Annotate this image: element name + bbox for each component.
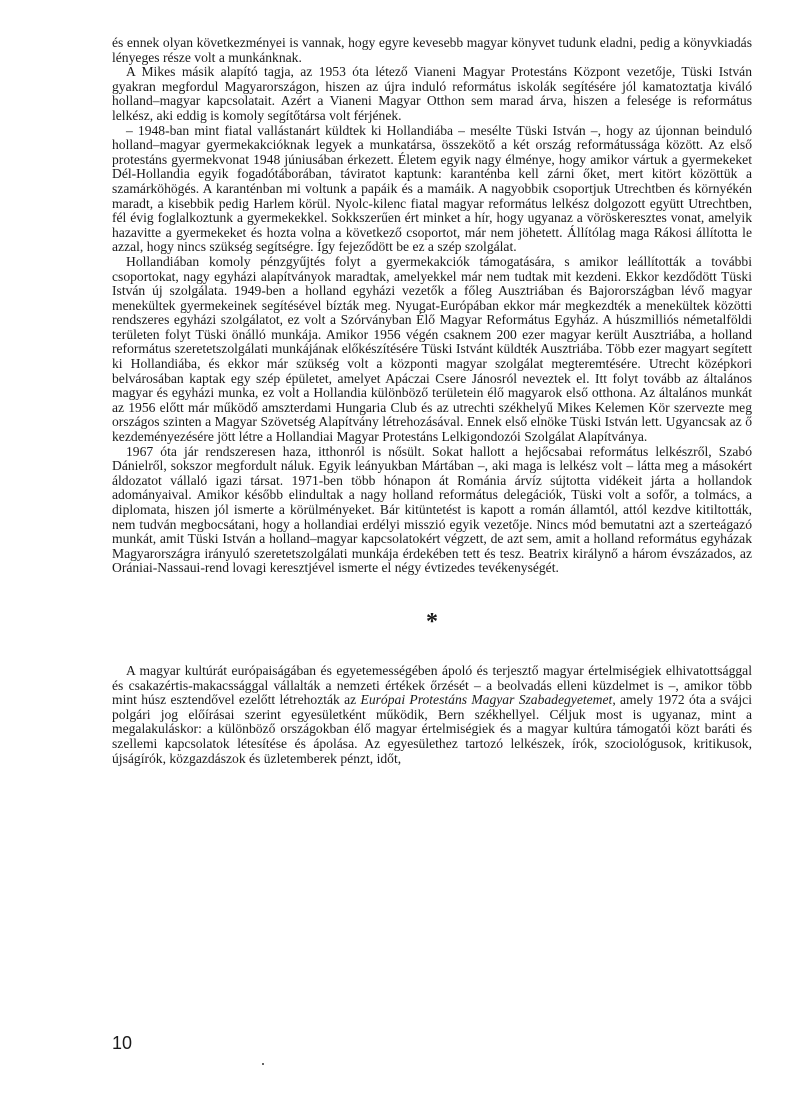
section-separator-asterisk: * xyxy=(426,608,438,635)
paragraph-mikes-founder: A Mikes másik alapító tagja, az 1953 óta létező Vianeni Magyar Protestáns Központ vezetője, Tüski István gyakran megfordul Magyarországon, hiszen az újra induló református iskolák segítésére jól kamatoztatja kiváló holland–magyar kapcsolatait. Azért a Vianeni Magyar Otthon sem marad árva, hiszen a felesége is református lelkész, aki eddig is komoly segítőtársa volt férjének. xyxy=(112,64,752,123)
free-university-name: Európai Protestáns Magyar Szabadegyetemet xyxy=(360,692,613,708)
paragraph-continuation: és ennek olyan következményei is vannak, hogy egyre kevesebb magyar könyvet tudunk eladni, pedig a könyvkiadás lényeges része volt a munkánknak. xyxy=(112,35,752,65)
paragraph-1967: 1967 óta jár rendszeresen haza, itthonról is nősült. Sokat hallott a hejőcsabai református lelkészről, Szabó Dánielről, sokszor megfordult náluk. Egyik leányukban Mártában –, aki maga is lelkész volt – látta meg a másokért áldozatot vállaló igazi társat. 1971-ben több hónapon át Románia árvíz sújtotta vidékeit járta a hollandok adományaival. Amikor később elindultak a nagy holland református delegációk, Tüski volt a sofőr, a tolmács, a diplomata, hiszen jól ismerte a körülményeket. Bár kitüntetést is kapott a román államtól, attól kezdve kitiltották, nem tudván megbocsátani, hogy a hollandiai erdélyi misszió egyik vezetője. Nincs mód bemutatni azt a szerteágazó munkát, amit Tüski István a holland–magyar kapcsolatokért végzett, de azt sem, amit a holland református egyházak Magyarországra irányuló szeretetszolgálati munkája érdekében tett és tesz. Beatrix királynő a három évszázados, az Orániai-Nassaui-rend lovagi keresztjével ismerte el négy évtizedes tevékenységét. xyxy=(112,443,752,576)
paragraph-fundraising: Hollandiában komoly pénzgyűjtés folyt a gyermekakciók támogatására, s amikor leállították a további csoportokat, nagy egyházi alapítványok maradtak, amelyekkel már nem tudtak mit kezdeni. Ekkor kezdődött Tüski István új szolgálata. 1949-ben a holland egyházi vezetők a főleg Ausztriában és Bajorországban lévő magyar menekültek gyermekeinek segítésével bízták meg. Nyugat-Európában ekkor már megkezdték a menekültek közötti rendszeres egyházi szolgálatot, ez volt a Szórványban Élő Magyar Református Egyház. A húszmilliós németalföldi területen folyt Tüski önálló munkája. Amikor 1956 végén csaknem 200 ezer magyar került Ausztriába, a holland református szeretetszolgálati munkájának előkészítésére Tüski Istvánt küldték Ausztriába. Több ezer magyart segített ki Hollandiába, és ekkor már szükség volt a központi magyar szolgálat megteremtésére. Utrecht középkori belvárosában kaptak egy szép épületet, amelyet Apáczai Csere Jánosról neveztek el. Itt folyt tovább az általános magyar és egyházi munka, ez volt a Hollandia különböző területein élő magyarok első otthona. Az általános munkát az 1956 előtt már működő amszterdami Hungaria Club és az utrechti székhelyű Mikes Kelemen Kör szervezte meg országos szinten a Magyar Szövetség Alapítvány létrehozásával. Ennek első elnöke Tüski István lett. Ugyancsak az ő kezdeményezésére jött létre a Hollandiai Magyar Protestáns Lelkigondozói Szolgálat Alapítványa. xyxy=(112,253,752,445)
page-number: 10 xyxy=(112,1033,133,1053)
page-text-column xyxy=(112,36,752,766)
paragraph-free-university-part1: A magyar kultúrát európaiságában és egyetemességében ápoló és terjesztő magyar értelmiségiek elhivatottsággal és csakazértis-makacssággal vállalták a nemzeti értékek őrzését – a beolvadás elleni küzdelmet is –, amikor több mint húsz esztendővel ezelőtt létrehozták az xyxy=(112,662,752,708)
paragraph-free-university xyxy=(112,664,752,766)
print-speck xyxy=(262,1063,264,1065)
paragraph-free-university-part2: , amely 1972 óta a svájci polgári jog előírásai szerint egyesületként működik, Bern székhellyel. Céljuk most is ugyanaz, mint a megalakuláskor: a különböző országokban élő magyar értelmiségiek és a magyar kultúra támogatói közt baráti és szellemi kapcsolatok létesítése és ápolása. Az egyesülethez tartozó lelkészek, írók, szociológusok, kritikusok, újságírók, közgazdászok és üzletemberek pénzt, időt, xyxy=(112,692,752,766)
paragraph-quote-1948: – 1948-ban mint fiatal vallástanárt küldtek ki Hollandiába – mesélte Tüski István –, hogy az újonnan beinduló holland–magyar gyermekakcióknak legyek a munkatársa, összekötő a két ország reformátussága között. Az első protestáns gyermekvonat 1948 júniusában érkezett. Életem egyik nagy élménye, hogy amikor vártuk a gyermekeket Dél-Hollandia egyik fogadótáborában, táviratot kaptunk: karanténba kell zárni őket, mert kitört közöttük a szamárköhögés. A karanténban mi voltunk a papáik és a mamáik. A nagyobbik csoportjuk Utrechtben és környékén maradt, a kisebbik pedig Harlem körül. Nyolc-kilenc fiatal magyar református lelkész dolgozott együtt Utrechtben, fél évig foglalkoztunk a gyermekekkel. Sokkszerűen ért minket a hír, hogy ugyanaz a vöröskeresztes vonat, amelyik hazavitte a gyermekeket és hozta volna a következő csoportot, már nem jöhetett. Állítólag maga Rákosi állította le azzal, hogy nincs szükség segítségre. Így fejeződött be ez a szép szolgálat. xyxy=(112,122,752,255)
